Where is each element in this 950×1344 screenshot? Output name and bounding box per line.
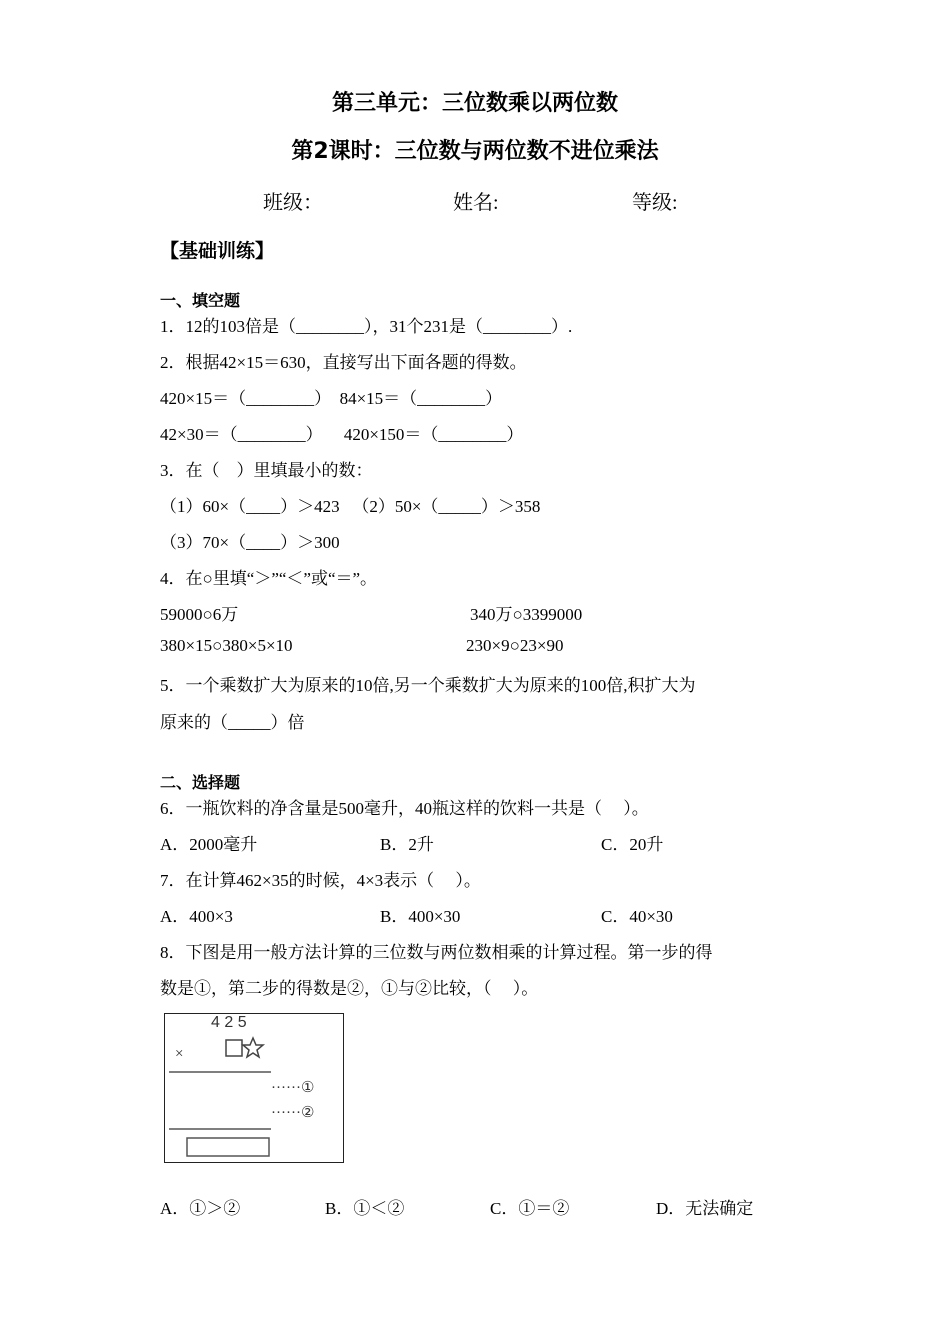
question-line: 原来的（_____）倍 (160, 713, 305, 732)
compare-item: 59000○6万 (160, 605, 239, 624)
option-c: C．40×30 (601, 907, 673, 926)
question-line: 3．在（ ）里填最小的数： (160, 461, 373, 480)
star-icon (243, 1038, 263, 1057)
option-b: B．2升 (380, 835, 434, 854)
option-c: C．20升 (601, 835, 664, 854)
question-line: 420×15＝（________） 84×15＝（________） (160, 389, 503, 408)
part2-heading: 二、选择题 (160, 773, 241, 792)
question-line: 7．在计算462×35的时候，4×3表示（ ）。 (160, 871, 481, 890)
option-b: B．400×30 (380, 907, 461, 926)
part1-heading: 一、填空题 (160, 291, 241, 310)
figure-lines (165, 1014, 343, 1162)
compare-item: 380×15○380×5×10 (160, 636, 293, 655)
option-c: C．①＝② (490, 1199, 570, 1218)
times-sign: × (175, 1046, 184, 1062)
option-b: B．①＜② (325, 1199, 405, 1218)
square-icon (226, 1040, 242, 1056)
name-label: 姓名: (453, 192, 499, 214)
question-line: 6．一瓶饮料的净含量是500毫升，40瓶这样的饮料一共是（ ）。 (160, 799, 649, 818)
page-title: 第三单元：三位数乘以两位数 (331, 91, 618, 116)
question-line: 2．根据42×15＝630，直接写出下面各题的得数。 (160, 353, 527, 372)
compare-item: 230×9○23×90 (466, 636, 564, 655)
question-line: （1）60×（____）＞423 （2）50×（_____）＞358 (160, 497, 541, 516)
step1-label: ······① (271, 1080, 315, 1096)
question-line: 8．下图是用一般方法计算的三位数与两位数相乘的计算过程。第一步的得 (160, 943, 713, 962)
option-d: D．无法确定 (656, 1199, 754, 1218)
step2-label: ······② (271, 1105, 315, 1121)
question-line: 1．12的103倍是（________），31个231是（________）. (160, 317, 573, 336)
compare-item: 340万○3399000 (470, 605, 583, 624)
grade-label: 等级: (632, 192, 678, 214)
answer-box (187, 1138, 269, 1156)
option-a: A．2000毫升 (160, 835, 258, 854)
class-label: 班级： (263, 192, 323, 214)
question-line: （3）70×（____）＞300 (160, 533, 340, 552)
question-line: 5．一个乘数扩大为原来的10倍,另一个乘数扩大为原来的100倍,积扩大为 (160, 676, 696, 695)
question-line: 数是①，第二步的得数是②，①与②比较，（ ）。 (160, 979, 539, 998)
question-line: 42×30＝（________） 420×150＝（________） (160, 425, 524, 444)
option-a: A．400×3 (160, 907, 233, 926)
question-line: 4．在○里填“＞”“＜”或“＝”。 (160, 569, 378, 588)
multiplication-figure (164, 1013, 344, 1163)
multiplicand: 4 2 5 (211, 1014, 247, 1031)
page-subtitle: 第2课时：三位数与两位数不进位乘法 (291, 139, 659, 164)
section-heading: 【基础训练】 (160, 240, 275, 262)
option-a: A．①＞② (160, 1199, 241, 1218)
